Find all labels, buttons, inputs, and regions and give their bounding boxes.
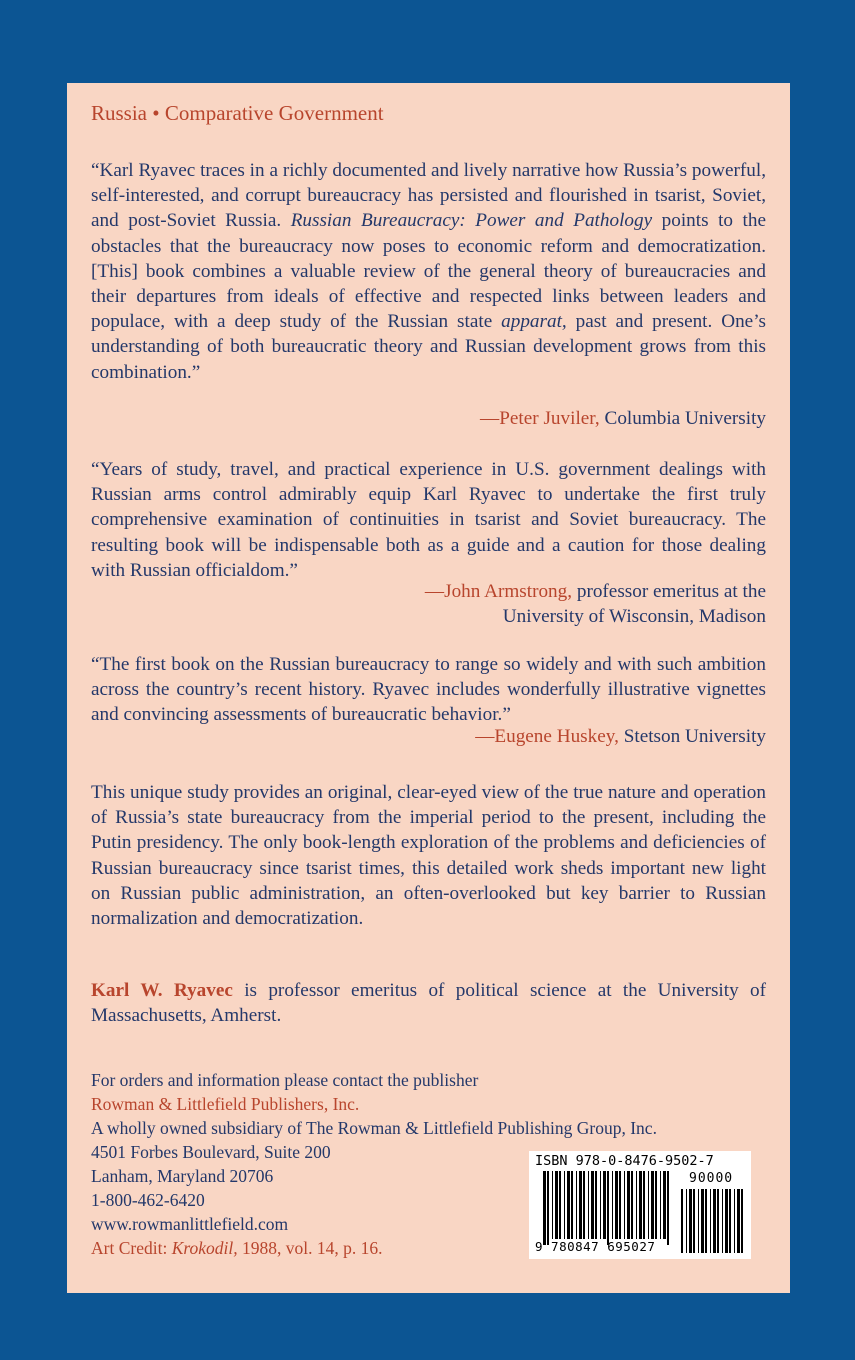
address-line-2: Lanham, Maryland 20706: [91, 1166, 274, 1186]
book-description: [91, 780, 766, 931]
isbn-digits: 9 780847 695027: [535, 1239, 656, 1254]
category-separator: •: [152, 101, 160, 125]
quote-1-author: —Peter Juviler,: [480, 408, 600, 429]
quote-3-author: —Eugene Huskey,: [475, 726, 619, 747]
phone-number: 1-800-462-6420: [91, 1190, 205, 1210]
isbn-addon-code: 90000: [689, 1171, 734, 1186]
publisher-name: Rowman & Littlefield Publishers, Inc.: [91, 1094, 360, 1114]
category-subject: Comparative Government: [164, 101, 384, 125]
author-name: Karl W. Ryavec: [91, 980, 233, 1001]
quote-1-text-b: points to the obstacles that the bureaucracy now poses to economic reform and democratization. [This] book combines a valuable review of the general theory of bureaucracies and their departures from ideals of effective and respected links between leaders and populace, with a deep study of the Russian state: [91, 210, 766, 333]
contact-intro: For orders and information please contact the publisher: [91, 1070, 479, 1090]
author-bio-text: is professor emeritus of political science at the University of Massachusetts, Amherst.: [91, 980, 766, 1027]
address-line-1: 4501 Forbes Boulevard, Suite 200: [91, 1142, 331, 1162]
quote-1-text-a: “Karl Ryavec traces in a richly documented and lively narrative how Russia’s powerful, self-interested, and corrupt bureaucracy has persisted and flourished in tsarist, Soviet, and post-Soviet Russia.: [91, 160, 766, 232]
quote-2-affiliation-line-2: University of Wisconsin, Madison: [502, 606, 766, 628]
isbn-label: ISBN 978-0-8476-9502-7: [535, 1153, 714, 1169]
category-country: Russia: [91, 101, 148, 125]
apparat-term: apparat,: [501, 311, 567, 333]
publisher-subsidiary: A wholly owned subsidiary of The Rowman & Littlefield Publishing Group, Inc.: [91, 1118, 657, 1138]
endorsement-quote-2: [91, 457, 766, 583]
art-credit-label: Art Credit:: [91, 1238, 172, 1258]
quote-3-affiliation: Stetson University: [618, 726, 766, 747]
endorsement-quote-1: [91, 158, 766, 385]
back-cover-panel: [67, 83, 790, 1293]
quote-1-attribution: [91, 406, 766, 431]
quote-3-text: “The first book on the Russian bureaucracy to range so widely and with such ambition across the country’s recent history. Ryavec includes wonderfully illustrative vignettes and convincing assessments of bureaucratic behavior.”: [91, 654, 766, 726]
art-credit-detail: 1988, vol. 14, p. 16.: [237, 1238, 383, 1258]
art-credit-source: Krokodil,: [171, 1238, 238, 1258]
endorsement-quote-3: [91, 652, 766, 728]
isbn-barcode: [529, 1151, 751, 1259]
author-bio: [91, 978, 766, 1028]
website-url: www.rowmanlittlefield.com: [91, 1214, 289, 1234]
quote-2-affiliation-line-1: professor emeritus at the: [572, 581, 766, 602]
quote-2-author: —John Armstrong,: [424, 581, 573, 602]
quote-1-text-c: past and present. One’s understanding of both bureaucratic theory and Russian development grows from this combination.”: [91, 311, 766, 383]
quote-2-text: “Years of study, travel, and practical experience in U.S. government dealings with Russian arms control admirably equip Karl Ryavec to undertake the first truly comprehensive examination of continuities in tsarist and Soviet bureaucracy. The resulting book will be indispensable both as a guide and a caution for those dealing with Russian officialdom.”: [91, 459, 766, 581]
quote-3-attribution: [91, 724, 766, 749]
category-header: [91, 101, 384, 126]
quote-1-affiliation: Columbia University: [599, 408, 766, 429]
book-title-italic: Russian Bureaucracy: Power and Pathology: [290, 210, 653, 232]
quote-2-attribution: [91, 579, 766, 629]
description-text: This unique study provides an original, clear-eyed view of the true nature and operation of Russia’s state bureaucracy from the imperial period to the present, including the Putin presidency. The only book-length exploration of the problems and deficiencies of Russian bureaucracy since tsarist times, this detailed work sheds important new light on Russian public administration, an often-overlooked but key barrier to Russian normalization and democratization.: [91, 782, 766, 930]
